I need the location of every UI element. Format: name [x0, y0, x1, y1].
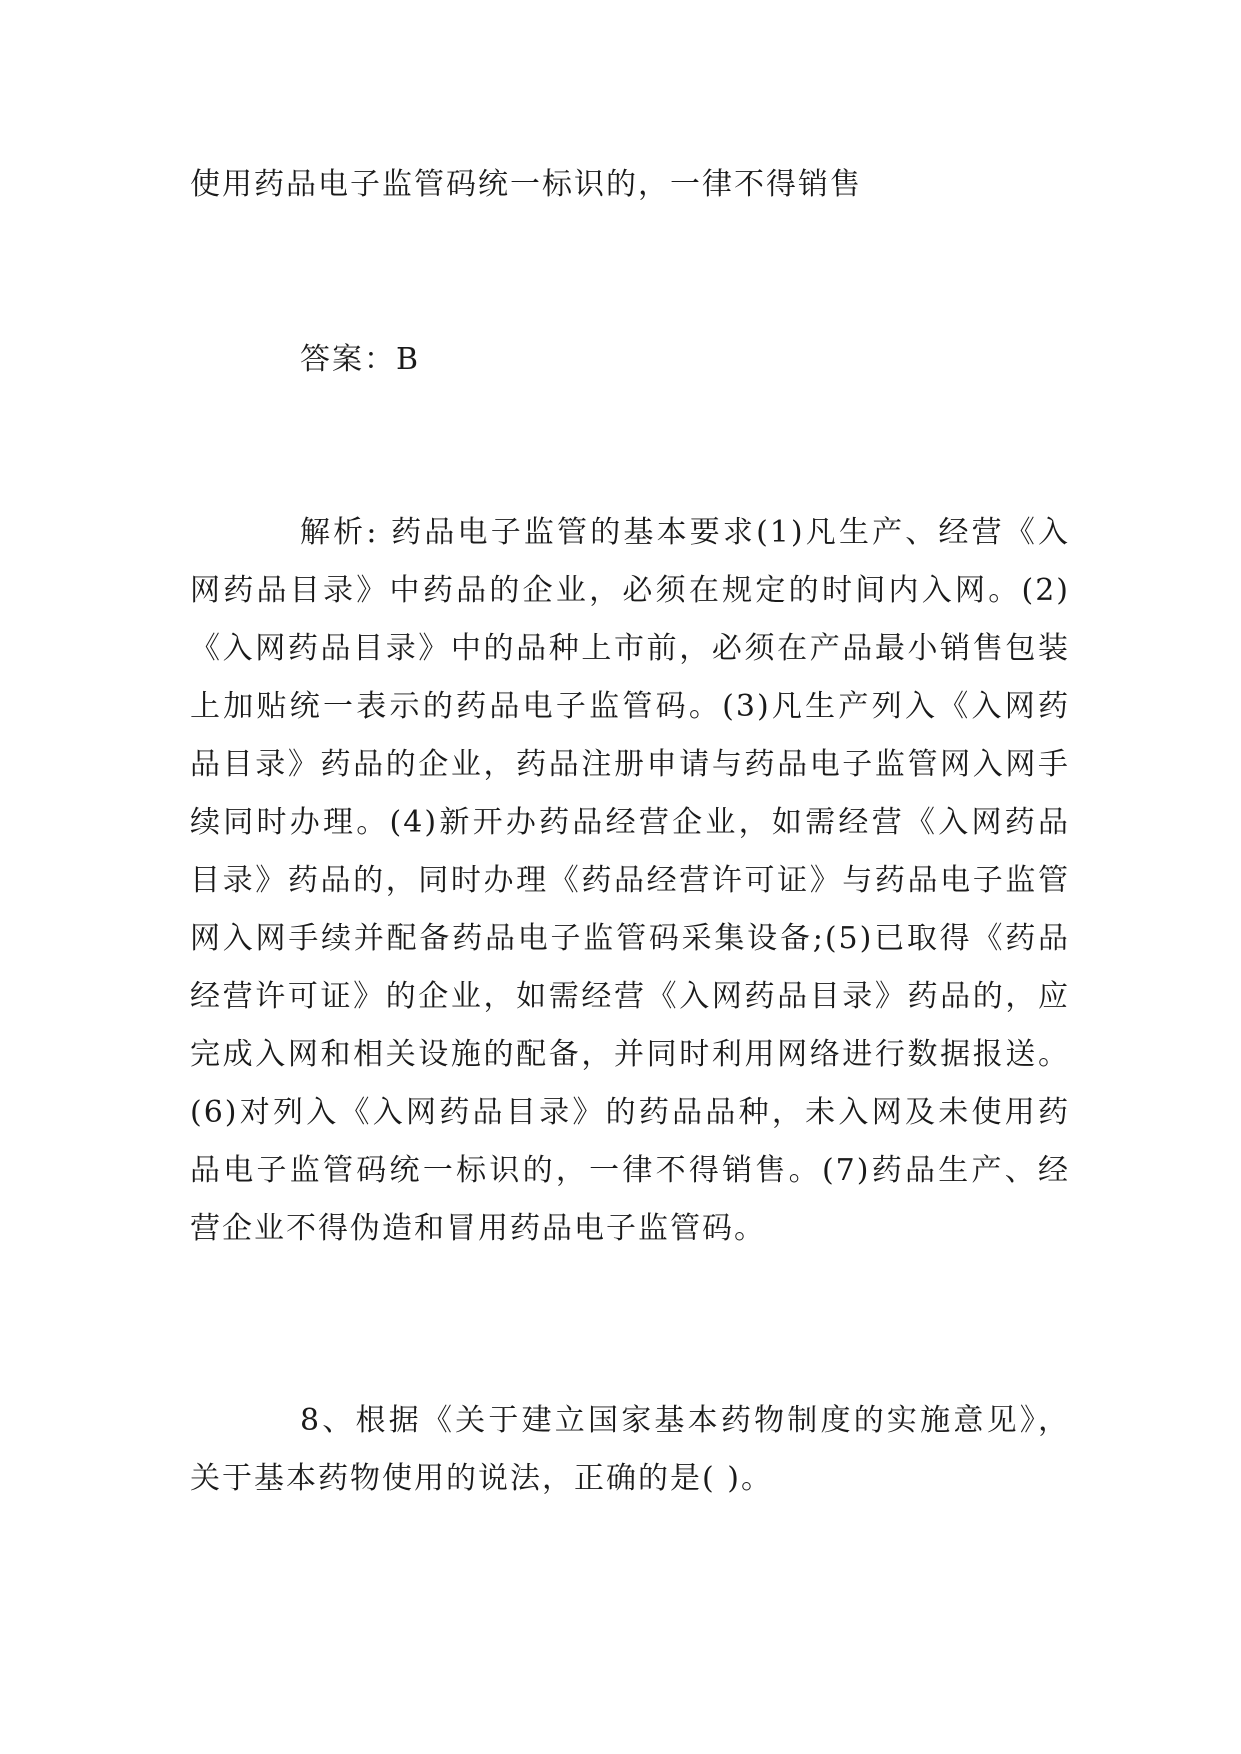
answer-line: 答案：B [300, 342, 421, 377]
analysis-paragraph: 解析: 药品电子监管的基本要求(1)凡生产、经营《入网药品目录》中药品的企业，必须在规定的时间内入网。(2)《入网药品目录》中的品种上市前，必须在产品最小销售包装上加贴统一表示的药品电子监管码。(3)凡生产列入《入网药品目录》药品的企业，药品注册申请与药品电子监管网入网手续同时办理。(4)新开办药品经营企业，如需经营《入网药品目录》药品的，同时办理《药品经营许可证》与药品电子监管网入网手续并配备药品电子监管码采集设备;(5)已取得《药品经营许可证》的企业，如需经营《入网药品目录》药品的，应完成入网和相关设施的配备，并同时利用网络进行数据报送。(6)对列入《入网药品目录》的药品品种，未入网及未使用药品电子监管码统一标识的，一律不得销售。(7)药品生产、经营企业不得伪造和冒用药品电子监管码。 [190, 515, 1070, 1246]
continuation-text: 使用药品电子监管码统一标识的，一律不得销售 [190, 167, 862, 202]
question-8: 8、根据《关于建立国家基本药物制度的实施意见》，关于基本药物使用的说法，正确的是( )。 [190, 1403, 1070, 1496]
